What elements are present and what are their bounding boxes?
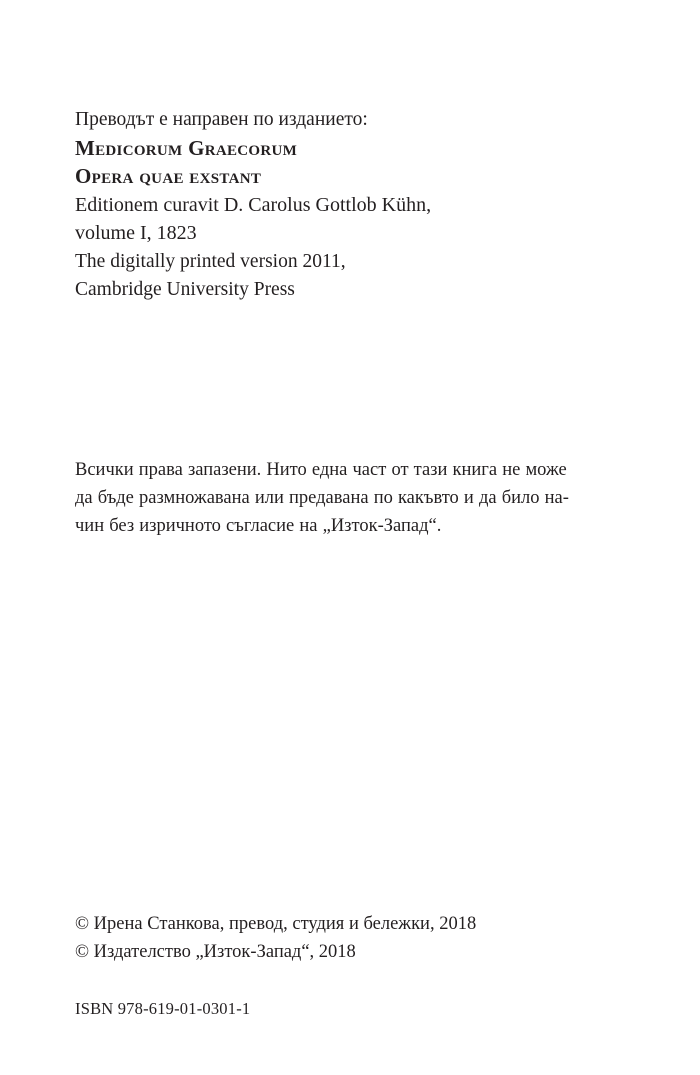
source-title-line-1: Medicorum Graecorum	[75, 136, 298, 160]
editor-line-1: Editionem curavit D. Carolus Gottlob Kühn,	[75, 194, 432, 216]
reprint-line-1: The digitally printed version 2011,	[75, 251, 346, 272]
translation-source-intro: Преводът е направен по изданието:	[75, 109, 368, 130]
translator-copyright: © Ирена Станкова, превод, студия и бележки, 2018	[75, 914, 477, 934]
reprint-line-2: Cambridge University Press	[75, 279, 295, 300]
isbn: ISBN 978-619-01-0301-1	[75, 999, 251, 1018]
rights-notice-line-3: чин без изричното съгласие на „Изток-Запад“.	[75, 516, 442, 536]
rights-notice-line-2: да бъде размножавана или предавана по какъвто и да било на-	[75, 488, 569, 508]
source-title-line-2: Opera quae exstant	[75, 164, 262, 188]
publisher-copyright: © Издателство „Изток-Запад“, 2018	[75, 942, 356, 962]
editor-line-2: volume I, 1823	[75, 222, 197, 244]
rights-notice-line-1: Всички права запазени. Нито една част от тази книга не може	[75, 460, 567, 480]
